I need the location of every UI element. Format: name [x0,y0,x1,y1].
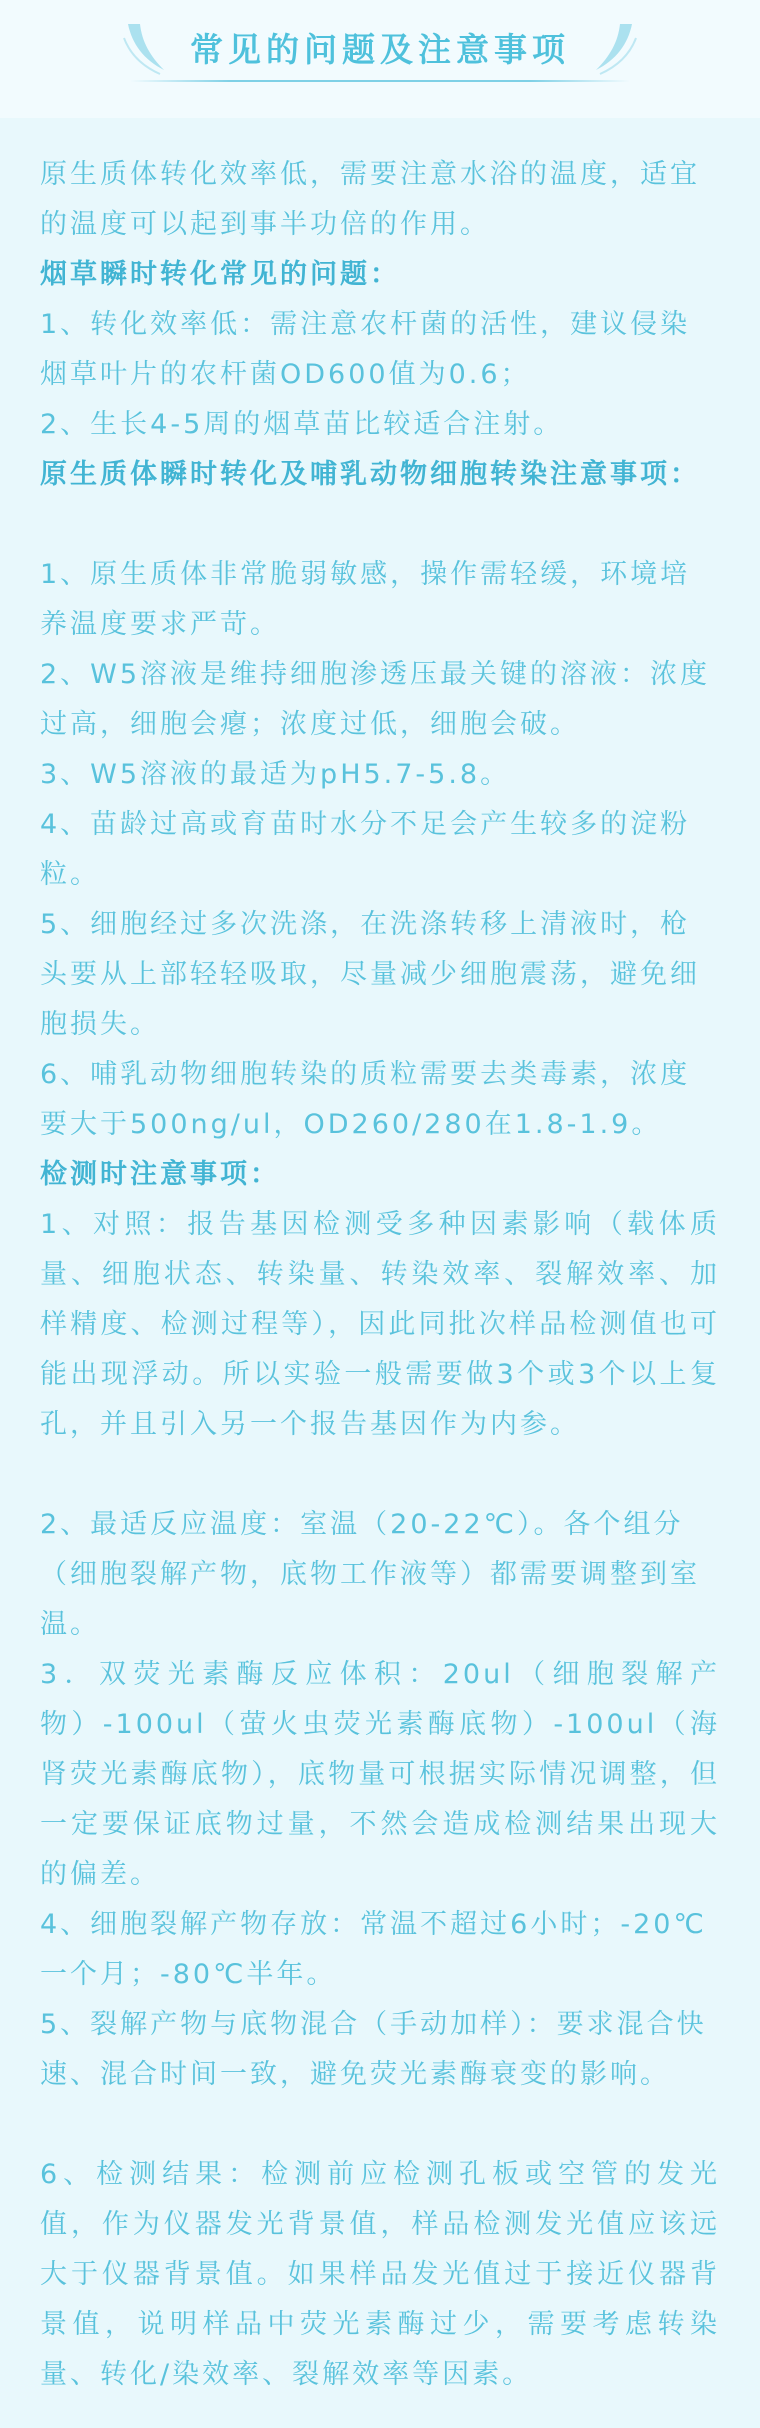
page-title: 常见的问题及注意事项 [190,30,570,69]
protoplast-item-3: 3、W5溶液的最适为pH5.7-5.8。 [40,759,511,790]
detection-item-4: 4、细胞裂解产物存放：常温不超过6小时；-20℃一个月；-80℃半年。 [40,1909,707,1990]
section-heading-detection: 检测时注意事项： [40,1159,280,1190]
section-heading-tobacco: 烟草瞬时转化常见的问题： [40,259,400,290]
section-heading-protoplast: 原生质体瞬时转化及哺乳动物细胞转染注意事项： [40,459,700,490]
tobacco-item-1: 1、转化效率低：需注意农杆菌的活性，建议侵染烟草叶片的农杆菌OD600值为0.6； [40,309,691,390]
protoplast-item-5: 5、细胞经过多次洗涤，在洗涤转移上清液时，枪头要从上部轻轻吸取，尽量减少细胞震荡，避免细胞损失。 [40,909,700,1040]
protoplast-item-6: 6、哺乳动物细胞转染的质粒需要去类毒素，浓度要大于500ng/ul，OD260/280在1.8-1.9。 [40,1059,691,1140]
protoplast-item-1: 1、原生质体非常脆弱敏感，操作需轻缓，环境培养温度要求严苛。 [40,559,691,640]
detection-item-5: 5、裂解产物与底物混合（手动加样）：要求混合快速、混合时间一致，避免荧光素酶衰变的影响。 [40,2009,707,2090]
leaf-swoosh-icon [590,18,640,78]
detection-item-6: 6、检测结果：检测前应检测孔板或空管的发光值，作为仪器发光背景值，样品检测发光值应该远大于仪器背景值。如果样品发光值过于接近仪器背景值，说明样品中荧光素酶过少，需要考虑转染量、转化/染效率、裂解效率等因素。 [40,2159,720,2390]
detection-item-3: 3．双荧光素酶反应体积：20ul（细胞裂解产物）-100ul（萤火虫荧光素酶底物）-100ul（海肾荧光素酶底物），底物量可根据实际情况调整，但一定要保证底物过量，不然会造成检测结果出现大的偏差。 [40,1659,720,1890]
content-panel [0,118,760,2428]
header-banner [0,0,760,118]
tobacco-item-2: 2、生长4-5周的烟草苗比较适合注射。 [40,409,564,440]
detection-item-2: 2、最适反应温度：室温（20-22℃）。各个组分（细胞裂解产物，底物工作液等）都需要调整到室温。 [40,1509,700,1640]
detection-item-1: 1、对照：报告基因检测受多种因素影响（载体质量、细胞状态、转染量、转染效率、裂解效率、加样精度、检测过程等），因此同批次样品检测值也可能出现浮动。所以实验一般需要做3个或3个以上复孔，并且引入另一个报告基因作为内参。 [40,1209,720,1440]
title-block [110,16,650,86]
title-underline [130,80,630,82]
intro-paragraph: 原生质体转化效率低，需要注意水浴的温度，适宜的温度可以起到事半功倍的作用。 [40,159,700,240]
protoplast-item-4: 4、苗龄过高或育苗时水分不足会产生较多的淀粉粒。 [40,809,691,890]
protoplast-item-2: 2、W5溶液是维持细胞渗透压最关键的溶液：浓度过高，细胞会瘪；浓度过低，细胞会破。 [40,659,711,740]
